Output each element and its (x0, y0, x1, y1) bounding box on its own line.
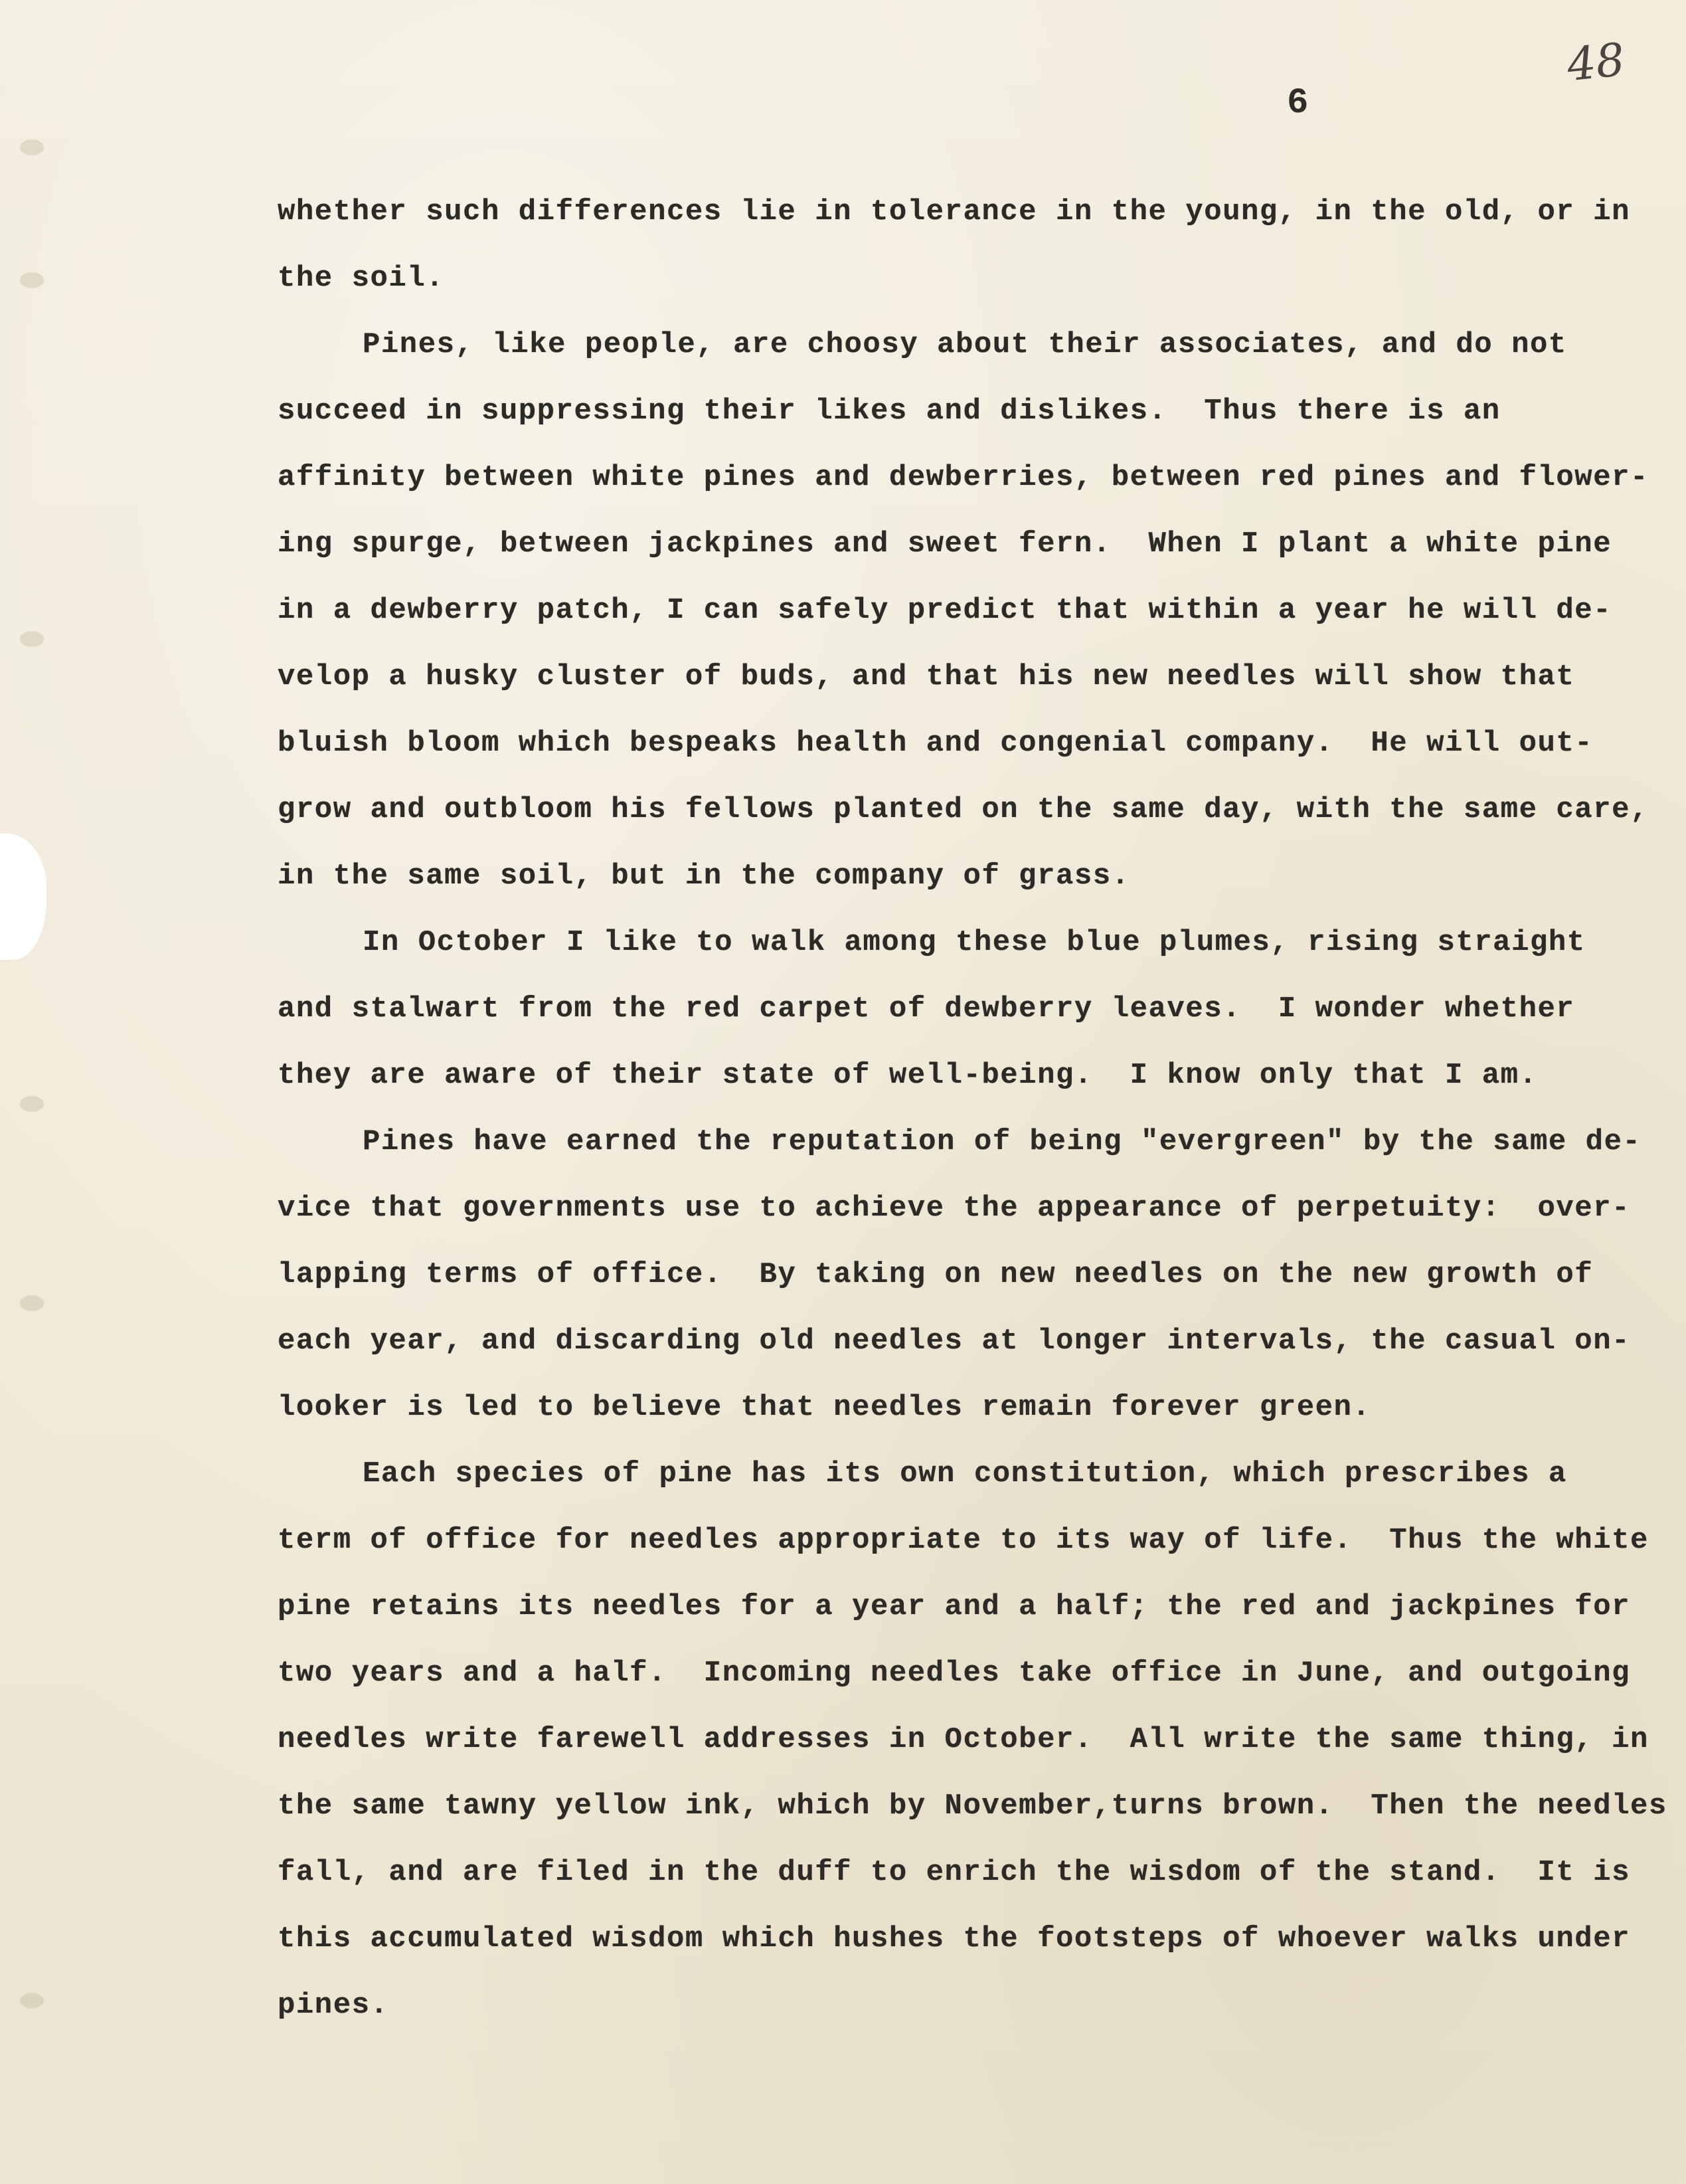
text-line: Pines, like people, are choosy about their associates, and do not (363, 328, 1567, 361)
body-text (278, 193, 1667, 2052)
text-line: Pines have earned the reputation of being "evergreen" by the same de- (363, 1125, 1642, 1158)
page-number: 6 (1287, 83, 1309, 124)
binding-mark (20, 1096, 44, 1112)
text-line: pines. (278, 1989, 389, 2022)
binding-mark (20, 1993, 44, 2009)
text-line: looker is led to believe that needles remain forever green. (278, 1391, 1371, 1424)
text-line: this accumulated wisdom which hushes the footsteps of whoever walks under (278, 1922, 1631, 1956)
text-line: In October I like to walk among these blue plumes, rising straight (363, 926, 1586, 959)
text-line: affinity between white pines and dewberries, between red pines and flower- (278, 461, 1649, 494)
binding-mark (20, 631, 44, 647)
text-line: two years and a half. Incoming needles take office in June, and outgoing (278, 1657, 1631, 1690)
binding-mark (20, 1295, 44, 1311)
text-line: the soil. (278, 262, 445, 295)
text-line: the same tawny yellow ink, which by November,turns brown. Then the needles (278, 1789, 1667, 1823)
text-line: velop a husky cluster of buds, and that his new needles will show that (278, 660, 1575, 693)
text-line: grow and outbloom his fellows planted on the same day, with the same care, (278, 793, 1649, 826)
text-line: pine retains its needles for a year and a half; the red and jackpines for (278, 1590, 1631, 1623)
text-line: each year, and discarding old needles at longer intervals, the casual on- (278, 1324, 1631, 1358)
text-line: Each species of pine has its own constitution, which prescribes a (363, 1457, 1567, 1491)
text-line: ing spurge, between jackpines and sweet fern. When I plant a white pine (278, 527, 1612, 561)
binding-mark (20, 139, 44, 155)
text-line: in a dewberry patch, I can safely predict that within a year he will de- (278, 594, 1612, 627)
text-line: succeed in suppressing their likes and dislikes. Thus there is an (278, 395, 1501, 428)
text-line: needles write farewell addresses in October. All write the same thing, in (278, 1723, 1649, 1756)
text-line: lapping terms of office. By taking on new needles on the new growth of (278, 1258, 1594, 1291)
text-line: in the same soil, but in the company of grass. (278, 860, 1130, 893)
text-line: whether such differences lie in tolerance in the young, in the old, or in (278, 195, 1631, 228)
text-line: and stalwart from the red carpet of dewberry leaves. I wonder whether (278, 992, 1575, 1026)
text-line: fall, and are filed in the duff to enrich the wisdom of the stand. It is (278, 1856, 1631, 1889)
binding-mark (20, 272, 44, 288)
text-line: vice that governments use to achieve the appearance of perpetuity: over- (278, 1192, 1631, 1225)
text-line: they are aware of their state of well-being. I know only that I am. (278, 1059, 1538, 1092)
text-line: term of office for needles appropriate to its way of life. Thus the white (278, 1524, 1649, 1557)
torn-edge (0, 834, 46, 960)
folio-number: 48 (1564, 33, 1628, 92)
text-line: bluish bloom which bespeaks health and congenial company. He will out- (278, 727, 1594, 760)
